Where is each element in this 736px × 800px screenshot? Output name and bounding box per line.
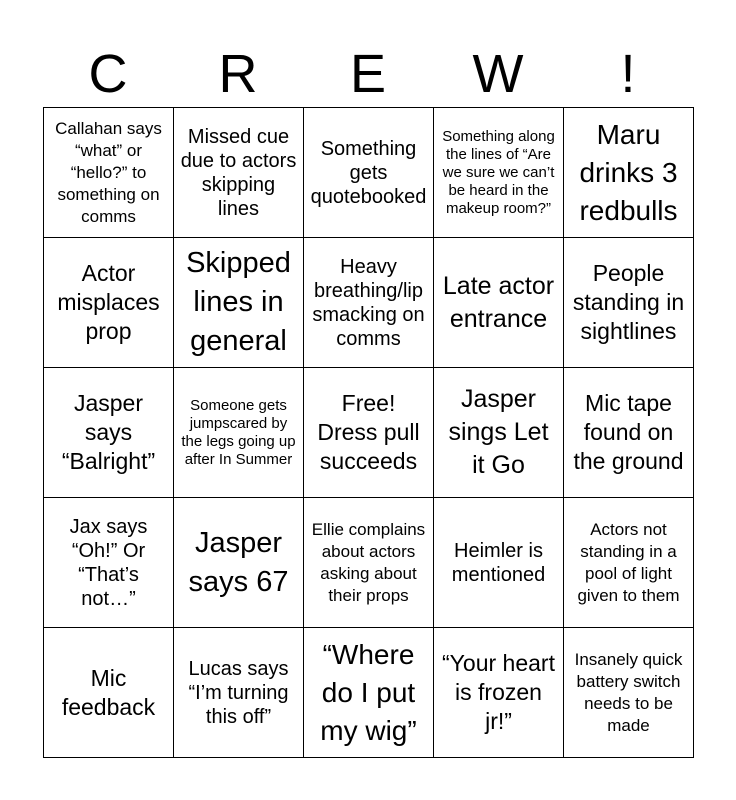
cell-text: Someone gets jumpscared by the legs going up after In Summer [181, 396, 296, 468]
header-letter-c: C [88, 44, 128, 104]
cell-text: Jasper says 67 [188, 526, 289, 598]
cell-text: Jax says “Oh!” Or “That’s not…” [69, 515, 148, 610]
bingo-cell[interactable] [44, 498, 174, 628]
bingo-cell[interactable] [174, 108, 304, 238]
bingo-cell[interactable] [564, 368, 694, 498]
cell-text: Heavy breathing/lip smacking on comms [312, 255, 425, 350]
bingo-cell[interactable] [564, 498, 694, 628]
bingo-header [43, 42, 693, 106]
bingo-cell[interactable] [564, 108, 694, 238]
cell-text: Heimler is mentioned [451, 539, 546, 586]
header-letter-exclamation: ! [620, 44, 636, 104]
cell-text: People standing in sightlines [572, 260, 685, 344]
cell-text: “Where do I put my wig” [320, 638, 417, 746]
bingo-cell[interactable] [44, 628, 174, 758]
cell-text: Lucas says “I’m turning this off” [188, 657, 289, 728]
bingo-cell[interactable] [434, 108, 564, 238]
cell-text: Ellie complains about actors asking about their props [311, 519, 426, 605]
bingo-cell[interactable] [434, 628, 564, 758]
cell-text: Skipped lines in general [186, 247, 291, 357]
cell-text: Jasper says “Balright” [61, 390, 156, 474]
bingo-cell[interactable] [564, 238, 694, 368]
bingo-cell[interactable] [44, 108, 174, 238]
bingo-cell[interactable] [304, 238, 434, 368]
bingo-cell[interactable] [434, 368, 564, 498]
cell-text: Mic feedback [61, 664, 156, 720]
cell-text: “Your heart is frozen jr!” [442, 650, 555, 734]
cell-text: Actors not standing in a pool of light given to them [577, 519, 680, 605]
header-letter-w: W [472, 44, 524, 104]
bingo-cell[interactable] [304, 498, 434, 628]
bingo-cell[interactable] [44, 238, 174, 368]
bingo-cell[interactable] [174, 238, 304, 368]
cell-text: Free! Dress pull succeeds [317, 390, 420, 474]
bingo-cell[interactable] [304, 368, 434, 498]
bingo-cell[interactable] [564, 628, 694, 758]
cell-text: Late actor entrance [442, 271, 555, 333]
bingo-cell[interactable] [304, 628, 434, 758]
cell-text: Mic tape found on the ground [573, 390, 684, 474]
cell-text: Something along the lines of “Are we sure we can’t be heard in the makeup room?” [442, 127, 555, 217]
cell-text: Missed cue due to actors skipping lines [180, 125, 297, 220]
bingo-grid [43, 107, 694, 758]
cell-text: Insanely quick battery switch needs to be made [574, 649, 683, 735]
cell-text: Jasper sings Let it Go [448, 385, 549, 479]
bingo-cell[interactable] [174, 628, 304, 758]
header-letter-e: E [349, 44, 387, 104]
bingo-cell[interactable] [174, 368, 304, 498]
bingo-cell[interactable] [44, 368, 174, 498]
cell-text: Maru drinks 3 redbulls [579, 118, 678, 226]
cell-text: Actor misplaces prop [57, 260, 160, 344]
bingo-cell[interactable] [434, 238, 564, 368]
header-letter-r: R [218, 44, 258, 104]
bingo-cell[interactable] [174, 498, 304, 628]
cell-text: Callahan says “what” or “hello?” to something on comms [55, 118, 162, 226]
bingo-cell[interactable] [304, 108, 434, 238]
bingo-cell[interactable] [434, 498, 564, 628]
cell-text: Something gets quotebooked [310, 137, 427, 208]
